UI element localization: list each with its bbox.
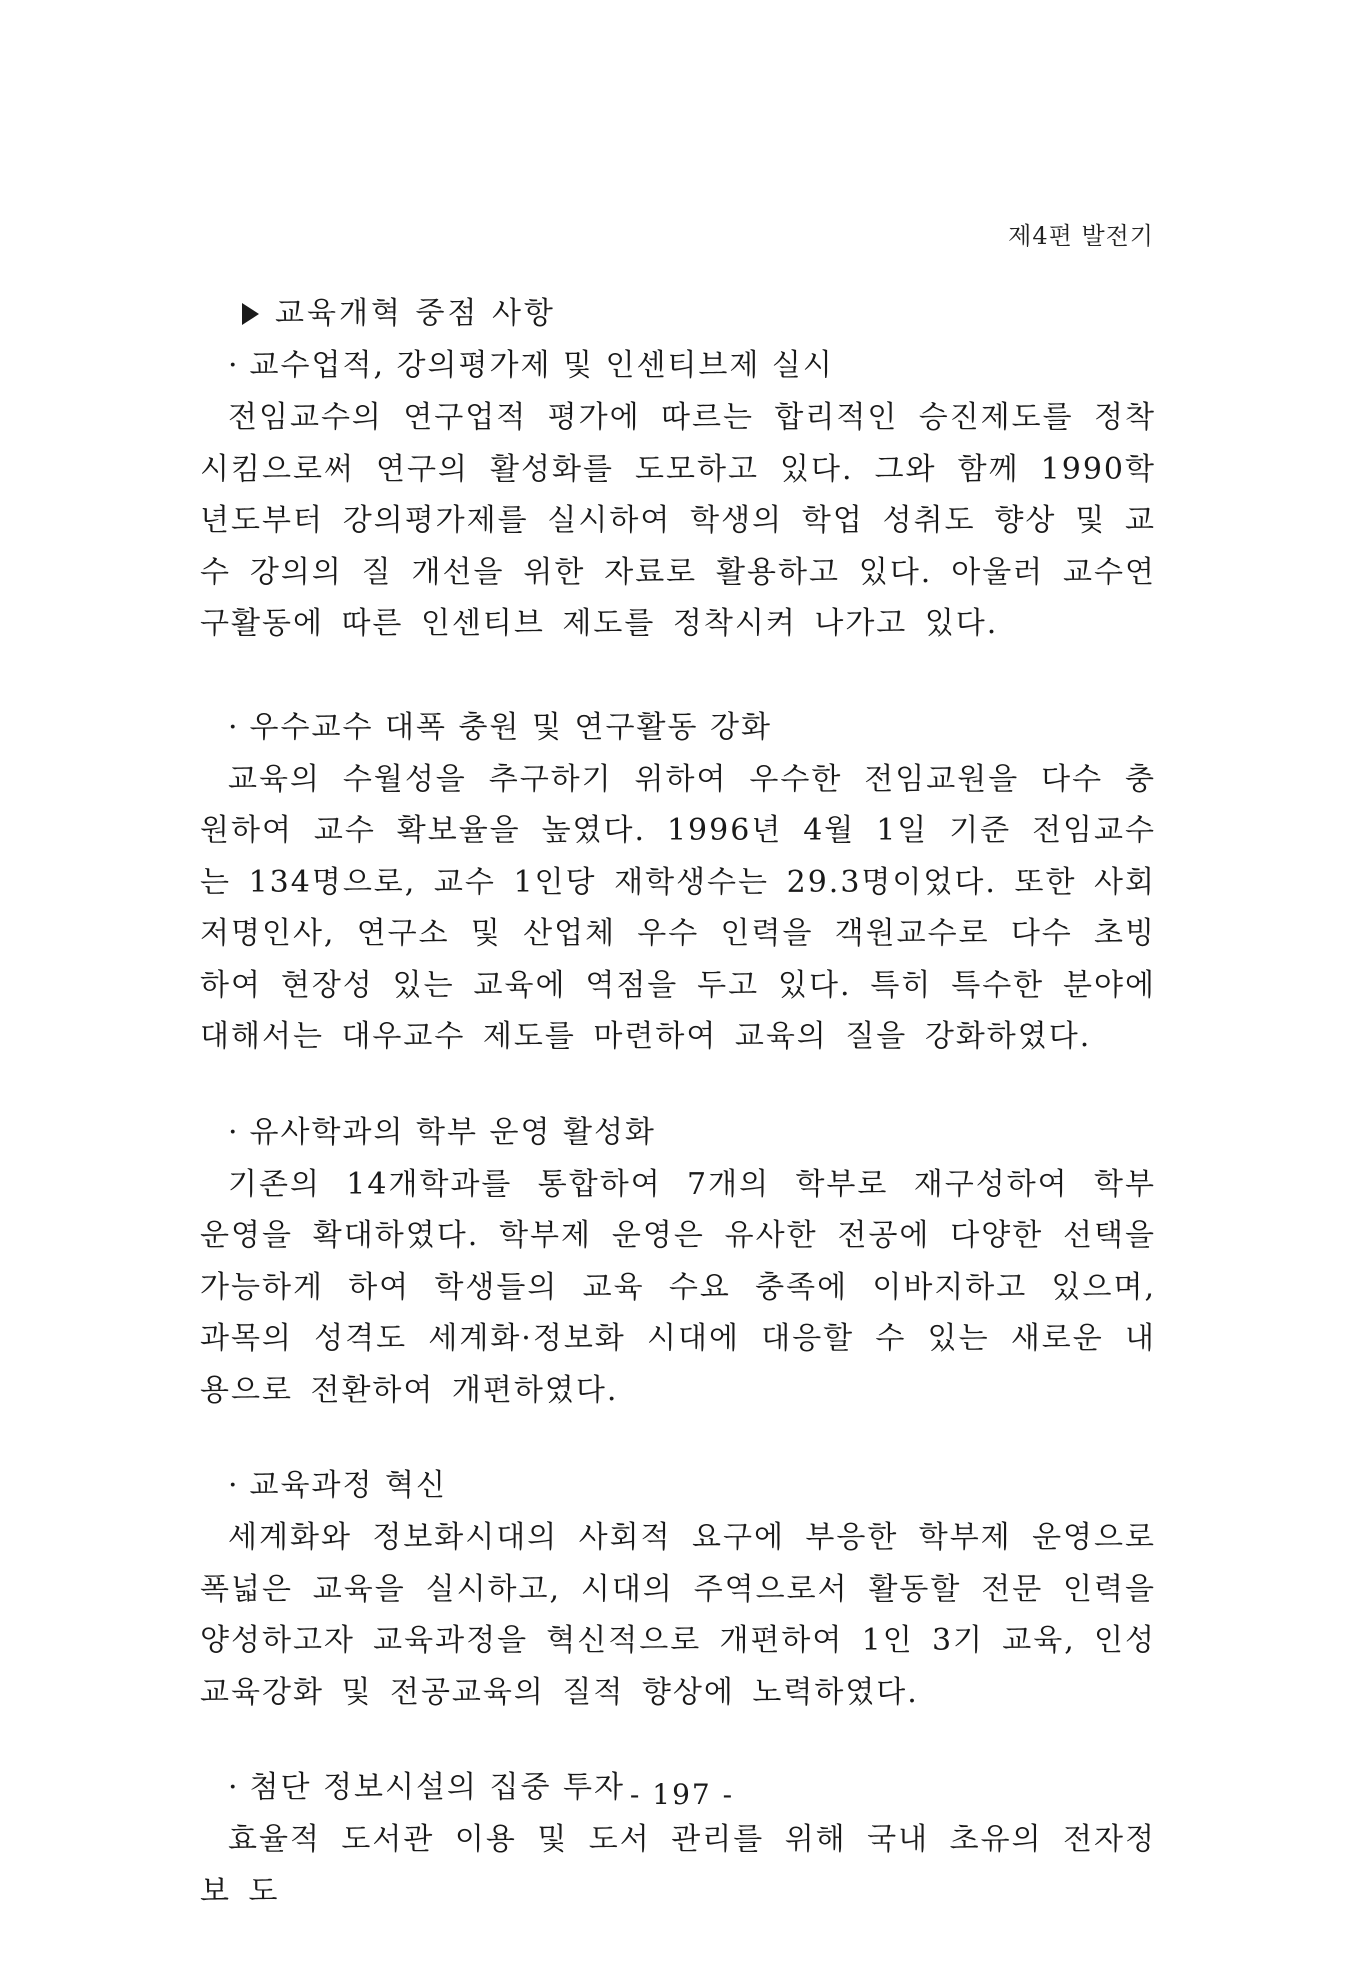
section-body: 기존의 14개학과를 통합하여 7개의 학부로 재구성하여 학부 운영을 확대하였다. 학부제 운영은 유사한 전공에 다양한 선택을 가능하게 하여 학생들의 교육 수요 충족에 이바지하고 있으며, 과목의 성격도 세계화·정보화 시대에 대응할 수 있는 새로운 내용으로 전환하여 개편하였다. — [200, 1166, 1156, 1408]
triangle-bullet-icon — [242, 303, 259, 325]
section-title — [200, 702, 1156, 754]
middle-dot-bullet-icon: · — [228, 1770, 240, 1805]
middle-dot-bullet-icon: · — [228, 709, 240, 745]
running-header: 제4편 발전기 — [1008, 222, 1154, 250]
section-title-text: 유사학과의 학부 운영 활성화 — [249, 1114, 656, 1150]
section-title-text: 교수업적, 강의평가제 및 인센티브제 실시 — [249, 348, 834, 383]
section-school-system — [200, 1107, 1156, 1417]
section-faculty-evaluation — [200, 340, 1156, 650]
middle-dot-bullet-icon: · — [228, 348, 240, 383]
middle-dot-bullet-icon: · — [228, 1468, 240, 1503]
middle-dot-bullet-icon: · — [228, 1114, 240, 1150]
main-heading — [200, 288, 1156, 340]
section-faculty-recruitment — [200, 702, 1156, 1063]
main-heading-text: 교육개혁 중점 사항 — [275, 296, 556, 331]
section-body: 세계화와 정보화시대의 사회적 요구에 부응한 학부제 운영으로 폭넓은 교육을 실시하고, 시대의 주역으로서 활동할 전문 인력을 양성하고자 교육과정을 혁신적으로 개편하여 1인 3기 교육, 인성 교육강화 및 전공교육의 질적 향상에 노력하였다. — [200, 1520, 1156, 1710]
section-title — [200, 1460, 1156, 1512]
page-number: - 197 - — [629, 1778, 735, 1811]
section-body: 교육의 수월성을 추구하기 위하여 우수한 전임교원을 다수 충원하여 교수 확보율을 높였다. 1996년 4월 1일 기준 전임교수는 134명으로, 교수 1인당 재학생수는 29.3명이었다. 또한 사회 저명인사, 연구소 및 산업체 우수 인력을 객원교수로 다수 초빙하여 현장성 있는 교육에 역점을 두고 있다. 특히 특수한 분야에 대해서는 대우교수 제도를 마련하여 교육의 질을 강화하였다. — [200, 761, 1156, 1054]
section-title-text: 첨단 정보시설의 집중 투자 — [249, 1770, 625, 1805]
section-body: 전임교수의 연구업적 평가에 따르는 합리적인 승진제도를 정착시킴으로써 연구의 활성화를 도모하고 있다. 그와 함께 1990학년도부터 강의평가제를 실시하여 학생의 학업 성취도 향상 및 교수 강의의 질 개선을 위한 자료로 활용하고 있다. 아울러 교수연구활동에 따른 인센티브 제도를 정착시켜 나가고 있다. — [200, 400, 1156, 641]
page-content — [200, 288, 1156, 1961]
section-title-text: 우수교수 대폭 충원 및 연구활동 강화 — [249, 709, 772, 745]
section-curriculum-innovation — [200, 1460, 1156, 1718]
section-title-text: 교육과정 혁신 — [249, 1468, 447, 1503]
section-title — [200, 340, 1156, 392]
section-body: 효율적 도서관 이용 및 도서 관리를 위해 국내 초유의 전자정보 도 — [200, 1822, 1156, 1909]
section-title — [200, 1107, 1156, 1159]
